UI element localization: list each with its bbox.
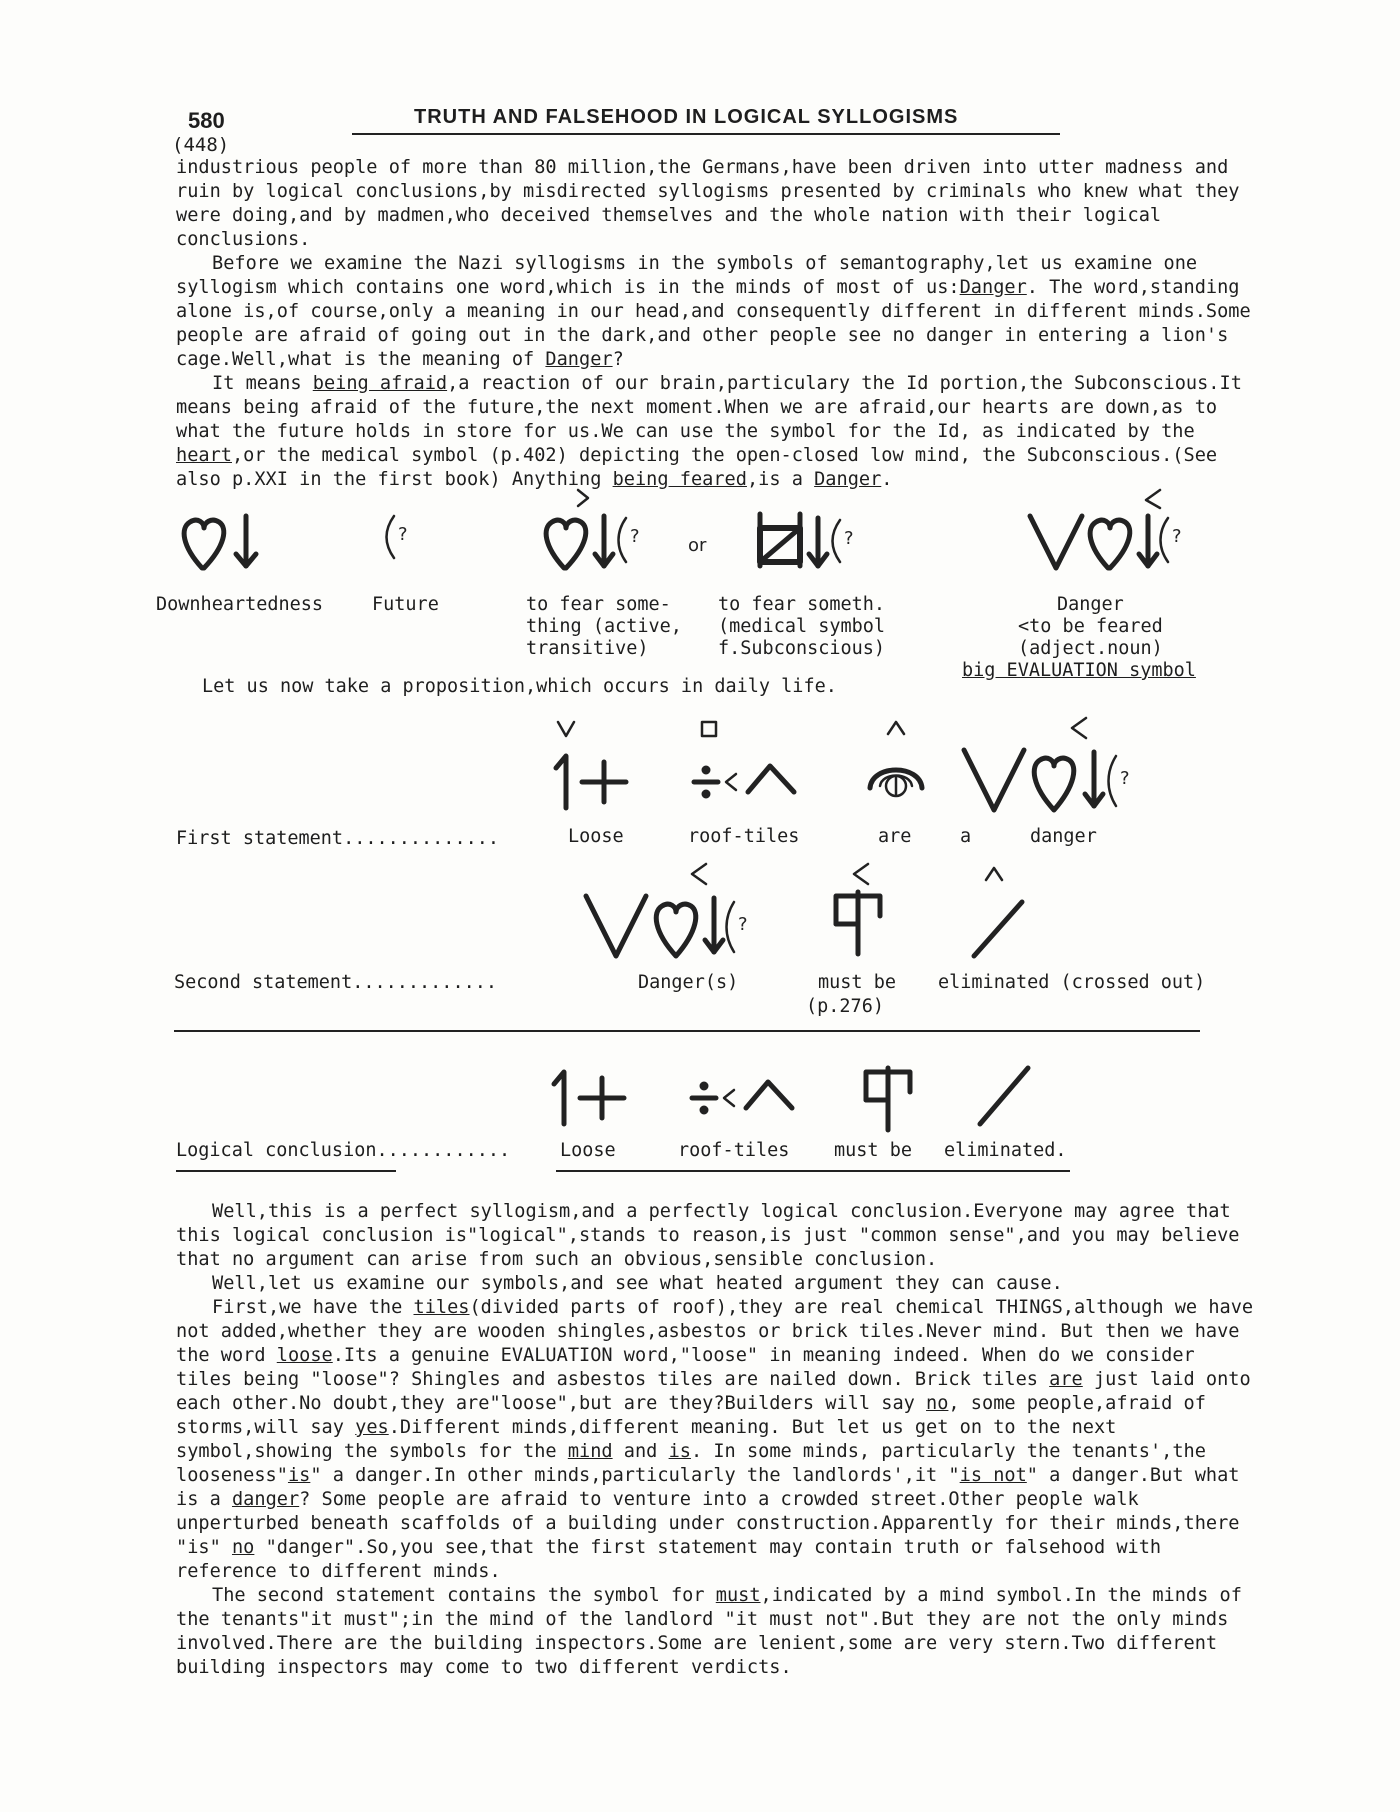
second-word-page-ref: (p.276) bbox=[806, 996, 884, 1017]
loose-symbol bbox=[548, 718, 638, 818]
conclusion-divider bbox=[174, 1030, 1200, 1032]
first-word-roof-tiles: roof-tiles bbox=[688, 826, 800, 847]
roof-tiles-symbol-conclusion bbox=[688, 1054, 808, 1134]
second-word-eliminated: eliminated (crossed out) bbox=[938, 972, 1206, 993]
conclusion-word-eliminated: eliminated. bbox=[944, 1140, 1067, 1161]
fear-active-symbol bbox=[540, 488, 660, 578]
discussion-text bbox=[176, 1200, 1256, 1680]
svg-text:?: ? bbox=[1172, 526, 1182, 547]
discussion-paragraph-3: First,we have the tiles(divided parts of roof),they are real chemical THINGS,although we have not added,whether they are wooden shingles,asbestos or brick tiles.Never mind. But then we have the word loose.Its a genuine EVALUATION word,"loose" in meaning indeed. When do we consider tiles being "loose"? Shingles and asbestos tiles are nailed down. Brick tiles are just laid onto each other.No doubt,they are"loose",but are they?Builders will say no, some people,afraid of storms,will say yes.Different minds,different meaning. But let us get on to the next symbol,showing the symbols for the mind and is. In some minds, particularly the tenants',the looseness"is" a danger.In other minds,particularly the landlords',it "is not" a danger.But what is a danger? Some people are afraid to venture into a crowded street.Other people walk unperturbed beneath scaffolds of a building under construction.Apparently for their minds,there "is" no "danger".So,you see,that the first statement may contain truth or falsehood with reference to different minds. bbox=[176, 1297, 1254, 1582]
must-symbol-conclusion bbox=[858, 1054, 928, 1134]
fear-medical-symbol bbox=[756, 506, 876, 576]
or-separator: or bbox=[688, 535, 707, 556]
big-evaluation-label: big EVALUATION symbol bbox=[962, 660, 1196, 681]
danger-symbol-second bbox=[582, 862, 772, 962]
svg-text:?: ? bbox=[844, 528, 854, 549]
svg-text:?: ? bbox=[630, 526, 640, 547]
downheartedness-symbol bbox=[178, 506, 268, 576]
second-word-must-be: must be bbox=[818, 972, 896, 993]
original-page-number: (448) bbox=[172, 134, 230, 156]
intro-paragraph-2: Before we examine the Nazi syllogisms in the symbols of semantography,let us examine one syllogism which contains one word,which is in the minds of most of us:Danger. The word,standing alone is,of course,only a meaning in our head,and consequently different in different minds.Some people are afraid of going out in the dark,and other people see no danger in entering a lion's cage.Well,what is the meaning of Danger? bbox=[176, 253, 1251, 370]
are-symbol bbox=[866, 716, 926, 816]
must-symbol bbox=[828, 862, 898, 962]
future-symbol bbox=[380, 506, 420, 576]
intro-paragraph-3: It means being afraid,a reaction of our brain,particulary the Id portion,the Subconscious.It means being afraid of the future,the next moment.When we are afraid,our hearts are down,as to what the future holds in store for us.We can use the symbol for the Id, as indicated by the heart,or the medical symbol (p.402) depicting the open-closed low mind, the Subconscious.(See also p.XXI in the first book) Anything being feared,is a Danger. bbox=[176, 373, 1242, 490]
danger-label: Danger <to be feared (adject.noun) bbox=[1018, 594, 1163, 659]
page-number: 580 bbox=[188, 108, 225, 133]
eliminated-symbol-conclusion bbox=[970, 1054, 1040, 1134]
danger-symbol bbox=[1026, 488, 1206, 578]
svg-text:?: ? bbox=[1120, 768, 1130, 789]
danger-symbol-first bbox=[960, 716, 1160, 816]
intro-paragraph-1: industrious people of more than 80 million,the Germans,have been driven into utter madness and ruin by logical conclusions,by misdirected syllogisms presented by criminals who knew what they were doing,and by madmen,who deceived themselves and the whole nation with their logical conclusions. bbox=[176, 157, 1240, 250]
proposition-intro: Let us now take a proposition,which occurs in daily life. bbox=[202, 676, 837, 697]
svg-text:?: ? bbox=[738, 914, 748, 935]
fear-active-label: to fear some- thing (active, transitive) bbox=[526, 594, 682, 659]
conclusion-underline-right bbox=[556, 1170, 1070, 1172]
discussion-paragraph-2: Well,let us examine our symbols,and see what heated argument they can cause. bbox=[212, 1273, 1063, 1294]
conclusion-word-roof-tiles: roof-tiles bbox=[678, 1140, 790, 1161]
first-statement-label: First statement.............. bbox=[176, 828, 500, 849]
discussion-paragraph-4: The second statement contains the symbol for must,indicated by a mind symbol.In the minds of the tenants"it must";in the mind of the landlord "it must not".But they are not the only minds involved.There are the building inspectors.Some are lenient,some are very stern.Two different building inspectors may come to two different verdicts. bbox=[176, 1585, 1242, 1678]
roof-tiles-symbol bbox=[690, 718, 810, 818]
first-word-danger: danger bbox=[1030, 826, 1097, 847]
downheartedness-label: Downheartedness bbox=[156, 594, 324, 615]
conclusion-word-must-be: must be bbox=[834, 1140, 912, 1161]
conclusion-word-loose: Loose bbox=[560, 1140, 616, 1161]
first-word-are: are bbox=[878, 826, 912, 847]
header-rule bbox=[352, 133, 1060, 135]
second-word-dangers: Danger(s) bbox=[638, 972, 739, 993]
conclusion-label: Logical conclusion............ bbox=[176, 1140, 511, 1161]
danger-word: Danger bbox=[545, 349, 613, 370]
fear-medical-label: to fear someth. (medical symbol f.Subconscious) bbox=[718, 594, 886, 659]
second-statement-label: Second statement............. bbox=[174, 972, 498, 993]
discussion-paragraph-1: Well,this is a perfect syllogism,and a perfectly logical conclusion.Everyone may agree that this logical conclusion is"logical",stands to reason,is just "common sense",and you may believe that no argument can arise from such an obvious,sensible conclusion. bbox=[176, 1201, 1240, 1270]
intro-text bbox=[176, 156, 1256, 492]
svg-text:?: ? bbox=[398, 524, 408, 545]
conclusion-underline-left bbox=[176, 1170, 396, 1172]
first-word-a: a bbox=[960, 826, 972, 847]
future-label: Future bbox=[372, 594, 439, 615]
page-title: TRUTH AND FALSEHOOD IN LOGICAL SYLLOGISMS bbox=[414, 106, 959, 128]
first-word-loose: Loose bbox=[568, 826, 624, 847]
danger-word: Danger bbox=[959, 277, 1027, 298]
eliminated-symbol bbox=[964, 862, 1034, 962]
loose-symbol-conclusion bbox=[546, 1054, 636, 1134]
